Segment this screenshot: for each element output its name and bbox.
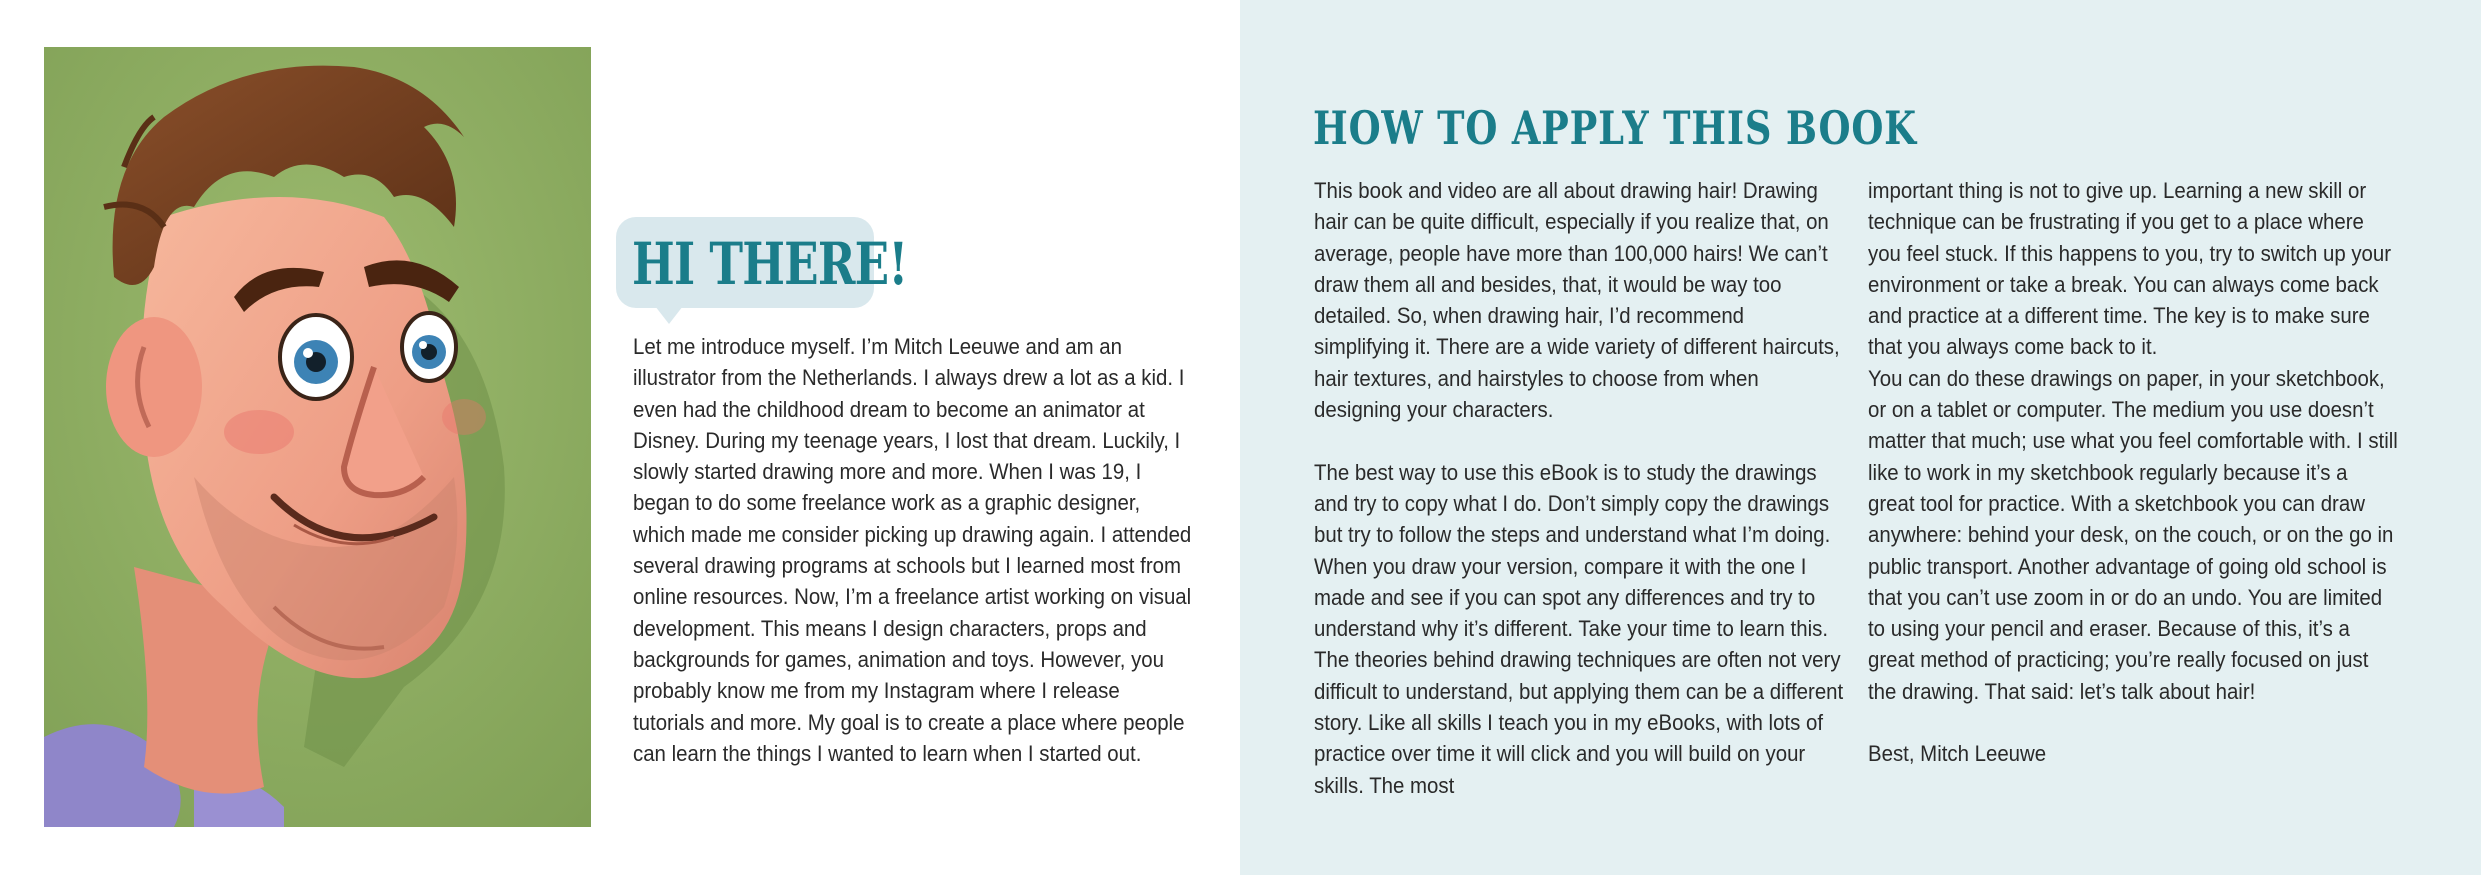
intro-paragraph: Let me introduce myself. I’m Mitch Leeuwe and am an illustrator from the Netherlands. I always drew a lot as a kid. I even had the childhood dream to become an animator at Disney. During my teenage years, I lost that dream. Luckily, I slowly started drawing more and more. When I was 19, I began to do some freelance work as a graphic designer, which made me consider picking up drawing again. I attended several drawing programs at schools but I learned most from online resources. Now, I’m a freelance artist working on visual development. This means I design characters, props and backgrounds for games, animation and toys. However, you probably know me from my Instagram where I release tutorials and more. My goal is to create a place where people can learn the things I wanted to learn when I started out. — [633, 334, 1192, 766]
speech-bubble-tail — [655, 306, 683, 324]
paragraph-how-to-use-part-1: The best way to use this eBook is to study the drawings and try to copy what I do. Don’t simply copy the drawings but try to follow the steps and understand what I’m doing. When you draw your version, compare it with the one I made and see if you can spot any differences and try to understand why it’s different. Take your time to learn this. The theories behind drawing techniques are often not very difficult to understand, but applying them can be a different story. Like all skills I teach you in my eBooks, with lots of practice over time it will click and you will build on your skills. The most — [1314, 459, 1844, 798]
text-column-left — [1314, 175, 1844, 801]
greeting-heading: HI THERE! — [632, 230, 908, 298]
paragraph-how-to-use — [1314, 457, 1844, 801]
paragraph-drawing-hair: This book and video are all about drawing hair! Drawing hair can be quite difficult, especially if you realize that, on average, people have more than 100,000 hairs! We can’t draw them all and besides, that, it would be way too detailed. So, when drawing hair, I’d recommend simplifying it. There are a wide variety of different haircuts, hair textures, and hairstyles to choose from when designing your characters. — [1314, 178, 1840, 423]
text-column-right — [1868, 175, 2398, 770]
left-page — [0, 0, 1240, 875]
paragraph-tools: You can do these drawings on paper, in your sketchbook, or on a tablet or computer. The medium you use doesn’t matter that much; use what you feel comfortable with. I still like to work in my sketchbook regularly because it’s a great tool for practice. With a sketchbook you can draw anywhere: behind your desk, on the couch, or on the go in public transport. Another advantage of going old school is that you can’t use zoom in or do an undo. You are limited to using your pencil and eraser. Because of this, it’s a great method of practicing; you’re really focused on just the drawing. That said: let’s talk about hair! — [1868, 365, 2398, 704]
section-heading: HOW TO APPLY THIS BOOK — [1313, 101, 1917, 155]
author-caricature-illustration — [44, 47, 591, 827]
author-intro-text — [633, 331, 1192, 769]
signature: Best, Mitch Leeuwe — [1868, 741, 2047, 767]
paragraph-how-to-use-continued: important thing is not to give up. Learning a new skill or technique can be frustrating if you get to a place where you feel stuck. If this happens to you, try to switch up your environment or take a break. You can always come back and practice at a different time. The key is to make sure that you always come back to it. — [1868, 178, 2392, 360]
